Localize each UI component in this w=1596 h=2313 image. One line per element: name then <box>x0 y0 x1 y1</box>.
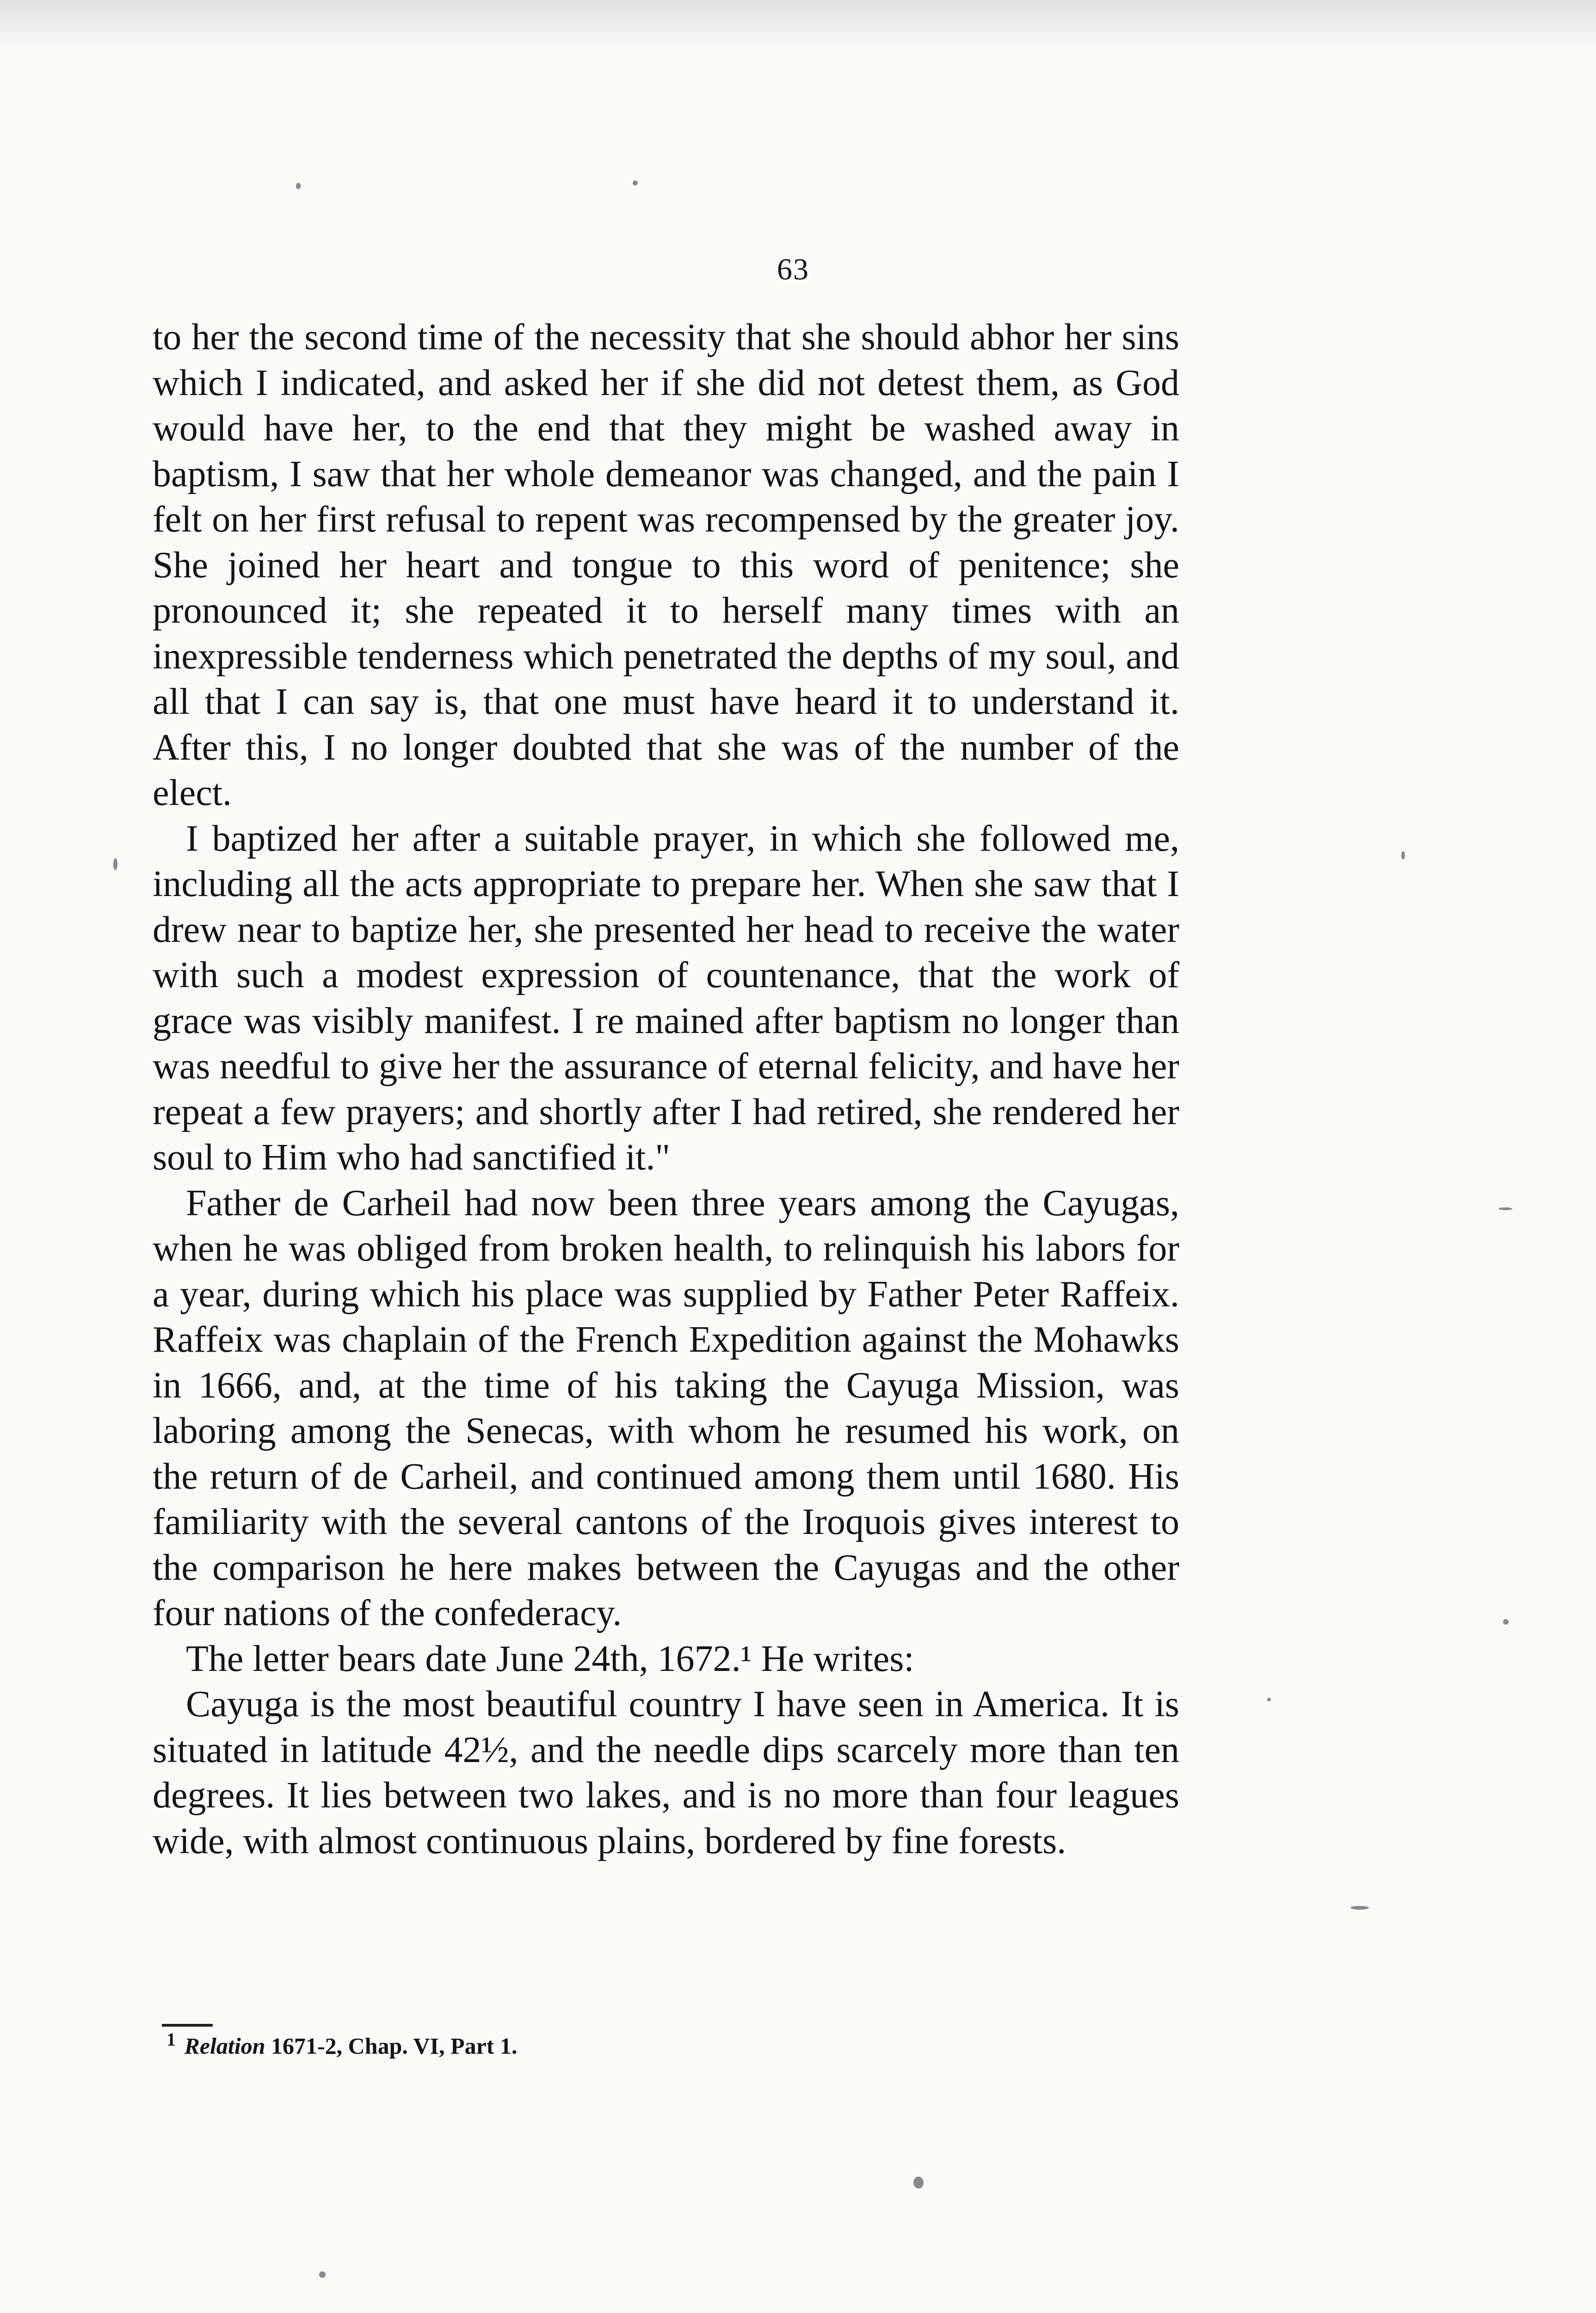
print-speck <box>1350 1906 1369 1910</box>
print-speck <box>1401 851 1405 860</box>
print-speck <box>633 180 638 186</box>
print-speck <box>1503 1619 1509 1625</box>
footnote <box>166 2029 517 2059</box>
print-speck <box>1498 1207 1512 1210</box>
print-speck <box>1267 1698 1271 1701</box>
paragraph: I baptized her after a suitable prayer, in which she followed me, including all the acts appropriate to prepare her. When she saw that I drew near to baptize her, she presented her head to receive the water with such a modest expression of countenance, that the work of grace was visibly manifest. I re mained after baptism no longer than was needful to give her the assurance of eternal felicity, and have her repeat a few prayers; and shortly after I had retired, she rendered her soul to Him who had sanctified it." <box>153 818 1179 1178</box>
paragraph: Cayuga is the most beautiful country I have seen in America. It is situated in latitude 42½, and the needle dips scarcely more than ten degrees. It lies between two lakes, and is no more than four leagues wide, with almost continuous plains, bordered by fine forests. <box>153 1684 1179 1862</box>
page-top-shadow <box>0 0 1596 51</box>
paragraph: to her the second time of the necessity that she should abhor her sins which I indicated, and asked her if she did not detest them, as God would have her, to the end that they might be washed away in baptism, I saw that her whole demeanor was changed, and the pain I felt on her first refusal to repent was recompensed by the greater joy. She joined her heart and tongue to this word of penitence; she pronounced it; she repeated it to herself many times with an inexpressible tenderness which penetrated the depths of my soul, and all that I can say is, that one must have heard it to understand it. After this, I no longer doubted that she was of the number of the elect. <box>153 317 1179 813</box>
paragraph: The letter bears date June 24th, 1672.¹ He writes: <box>186 1638 914 1679</box>
print-speck <box>296 183 301 189</box>
footnote-divider <box>162 2024 213 2027</box>
page-number: 63 <box>777 253 809 286</box>
footnote-citation: 1671-2, Chap. VI, Part 1. <box>271 2033 518 2059</box>
footnote-title: Relation <box>184 2033 265 2059</box>
print-speck <box>913 2177 924 2189</box>
paragraph: Father de Carheil had now been three years among the Cayugas, when he was obliged from broken health, to relinquish his labors for a year, during which his place was supplied by Father Peter Raffeix. Raffeix was chaplain of the French Expedition against the Mohawks in 1666, and, at the time of his taking the Cayuga Mission, was laboring among the Senecas, with whom he resumed his work, on the return of de Carheil, and continued among them until 1680. His familiarity with the several cantons of the Iroquois gives interest to the comparison he here makes between the Cayugas and the other four nations of the confederacy. <box>153 1182 1179 1633</box>
body-text <box>153 315 1179 1864</box>
footnote-marker: 1 <box>166 2029 176 2050</box>
print-speck <box>319 2271 326 2278</box>
print-speck <box>113 858 117 870</box>
